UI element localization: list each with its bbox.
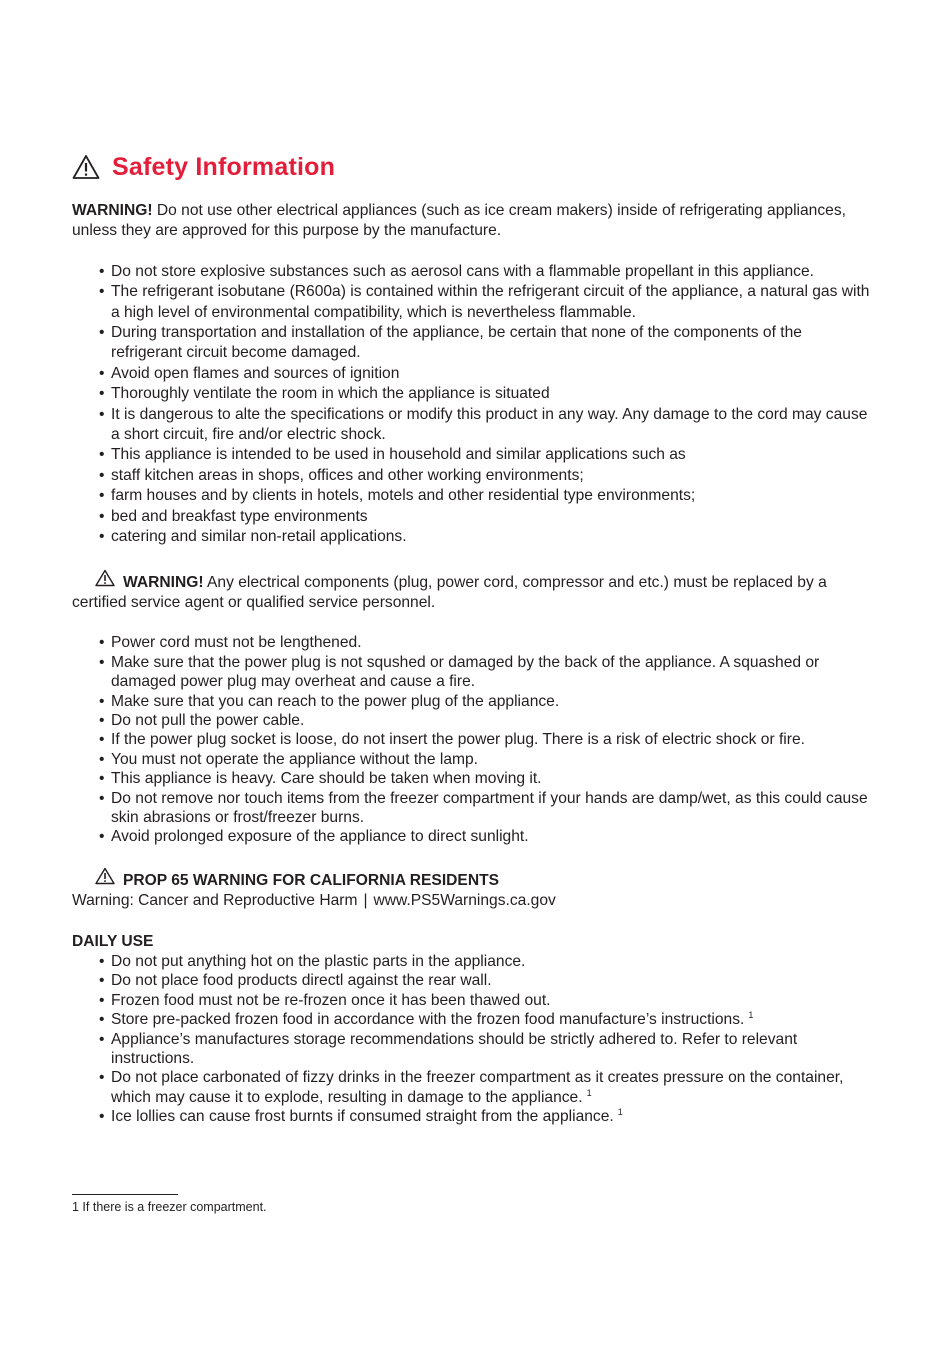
list-item: [99, 633, 872, 652]
intro-warning: [72, 201, 872, 242]
list-item: [99, 952, 872, 971]
list-item-text: Do not place carbonated of fizzy drinks in the freezer compartment as it creates pressure on the container, which may cause it to explode, resulting in damage to the appliance.: [111, 1069, 844, 1106]
safety-information-page: [72, 150, 872, 1127]
list-item-text: You must not operate the appliance without the lamp.: [111, 750, 478, 768]
list-item: [99, 730, 872, 749]
list-item: [99, 769, 872, 788]
list-item: [99, 692, 872, 711]
footnote-marker: 1: [748, 1010, 754, 1021]
electrical-warning-text: Any electrical components (plug, power cord, compressor and etc.) must be replaced by a certified service agent or qualified service personnel.: [72, 573, 827, 611]
list-item: [99, 466, 872, 486]
list-item-text: staff kitchen areas in shops, offices and other working environments;: [111, 466, 584, 484]
list-item: [99, 827, 872, 846]
list-item: [99, 527, 872, 547]
list-item-text: Store pre-packed frozen food in accordance with the frozen food manufacture’s instructions.: [111, 1011, 745, 1029]
list-item-text: Make sure that you can reach to the power plug of the appliance.: [111, 692, 560, 710]
list-item: [99, 1030, 872, 1069]
prop65-heading-text: PROP 65 WARNING FOR CALIFORNIA RESIDENTS: [123, 871, 500, 889]
list-item-text: If the power plug socket is loose, do not insert the power plug. There is a risk of electric shock or fire.: [111, 731, 805, 749]
list-item: [99, 282, 872, 323]
prop65-warning: [72, 891, 872, 911]
list-item: [99, 364, 872, 384]
list-item-text: Do not store explosive substances such as aerosol cans with a flammable propellant in this appliance.: [111, 262, 814, 280]
list-item-text: Do not put anything hot on the plastic parts in the appliance.: [111, 953, 526, 970]
safety-list: [72, 262, 872, 548]
prop65-url: www.PS5Warnings.ca.gov: [373, 892, 556, 910]
list-item-text: Do not remove nor touch items from the freezer compartment if your hands are damp/wet, as this could cause skin abrasions or frost/freezer burns.: [111, 789, 868, 826]
list-item: [99, 789, 872, 828]
prop65-heading: [72, 867, 872, 891]
list-item-text: Thoroughly ventilate the room in which the appliance is situated: [111, 385, 550, 403]
list-item: [99, 384, 872, 404]
list-item-text: It is dangerous to alte the specifications or modify this product in any way. Any damage to the cord may cause a short circuit, fire and/or electric shock.: [111, 405, 868, 444]
list-item: [99, 1010, 872, 1029]
list-item: [99, 486, 872, 506]
list-item-text: Ice lollies can cause frost burnts if consumed straight from the appliance.: [111, 1108, 614, 1126]
prop65-separator: |: [363, 892, 368, 910]
list-item-text: farm houses and by clients in hotels, motels and other residential type environments;: [111, 487, 696, 505]
footnote-marker: 1: [586, 1087, 592, 1098]
list-item-text: Appliance’s manufactures storage recommendations should be strictly adhered to. Refer to relevant instructions.: [111, 1030, 798, 1068]
list-item: [99, 750, 872, 769]
footnote-divider: [72, 1194, 178, 1195]
list-item-text: Frozen food must not be re-frozen once it has been thawed out.: [111, 991, 551, 1009]
footnote-marker: 1: [617, 1107, 623, 1118]
list-item-text: Avoid prolonged exposure of the appliance to direct sunlight.: [111, 828, 529, 846]
list-item: [99, 507, 872, 527]
list-item: [99, 991, 872, 1010]
list-item: [99, 653, 872, 692]
intro-warning-text: Do not use other electrical appliances (such as ice cream makers) inside of refrigerating appliances, unless they are approved for this purpose by the manufacture.: [72, 202, 846, 240]
list-item-text: This appliance is heavy. Care should be taken when moving it.: [111, 770, 542, 788]
list-item: [99, 1068, 872, 1107]
list-item-text: Do not place food products directl against the rear wall.: [111, 972, 492, 990]
electrical-warning: [72, 569, 872, 614]
list-item-text: Avoid open flames and sources of ignition: [111, 364, 400, 382]
footnote: 1 If there is a freezer compartment.: [72, 1200, 267, 1214]
daily-use-list: [72, 952, 872, 1127]
list-item-text: The refrigerant isobutane (R600a) is contained within the refrigerant circuit of the appliance, a natural gas with a high level of environmental compatibility, which is nevertheless flammable.: [111, 283, 870, 321]
warning-triangle-icon: [95, 867, 115, 885]
prop65-warning-text: Warning: Cancer and Reproductive Harm: [72, 892, 358, 910]
list-item: [99, 323, 872, 364]
list-item: [99, 405, 872, 446]
list-item-text: Power cord must not be lengthened.: [111, 634, 362, 652]
list-item-text: Do not pull the power cable.: [111, 711, 305, 729]
list-item-text: catering and similar non-retail applications.: [111, 528, 407, 546]
list-item-text: During transportation and installation of the appliance, be certain that none of the components of the refrigerant circuit become damaged.: [111, 324, 802, 362]
section-title-row: [72, 150, 872, 184]
electrical-warning-label: WARNING!: [123, 573, 204, 591]
list-item: [99, 971, 872, 990]
list-item: [99, 445, 872, 465]
page-title: Safety Information: [112, 152, 336, 181]
list-item-text: This appliance is intended to be used in household and similar applications such as: [111, 446, 686, 464]
list-item-text: Make sure that the power plug is not squshed or damaged by the back of the appliance. A squashed or damaged power plug may overheat and cause a fire.: [111, 653, 820, 691]
warning-triangle-icon: [95, 569, 115, 587]
electrical-safety-list: [72, 633, 872, 846]
warning-triangle-icon: [72, 154, 100, 180]
list-item: [99, 262, 872, 282]
list-item-text: bed and breakfast type environments: [111, 507, 368, 525]
daily-use-heading: DAILY USE: [72, 932, 154, 950]
list-item: [99, 711, 872, 730]
intro-warning-label: WARNING!: [72, 202, 153, 219]
list-item: [99, 1107, 872, 1126]
